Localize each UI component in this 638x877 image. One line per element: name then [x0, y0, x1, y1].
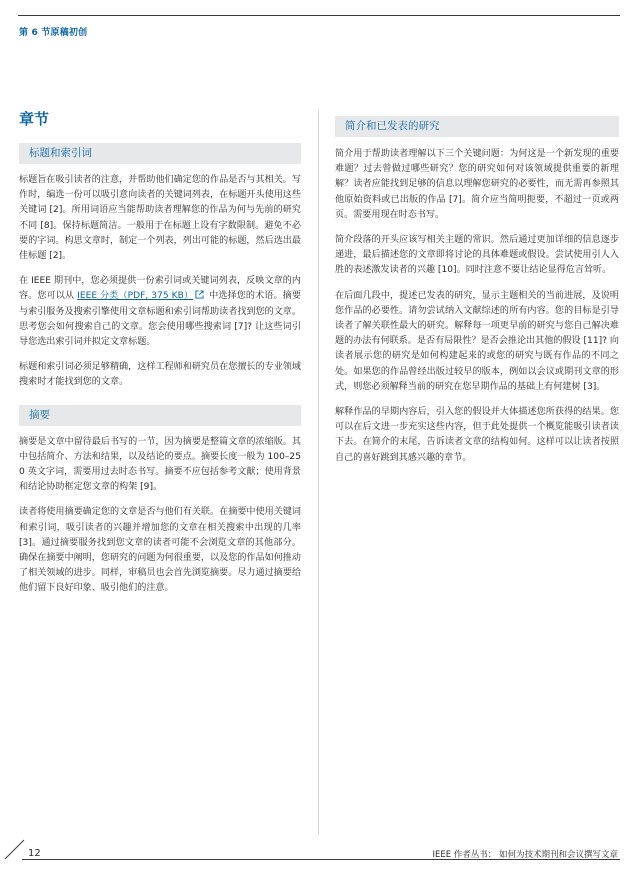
paragraph-with-link: [19, 274, 301, 350]
main-heading: 章节: [19, 110, 50, 128]
paragraph: 标题旨在吸引读者的注意，并帮助他们确定您的作品是否与其相关。写作时，编选一份可以吸引意向读者的关键词列表，在标题开头使用这些关键词 [2]。所用词语应当能帮助读者理解您的作品为何与先前的研究不同 [8]。保持标题简洁。一般用于在标题上设有字数限制。避免不必要的字词。构思文章时，制定一个列表，列出可能的标题，然后选出最佳标题 [2]。: [19, 175, 301, 262]
left-column: [19, 110, 301, 607]
paragraph-text: 中选择您的术语。摘要与索引服务及搜索引擎使用文章标题和索引词帮助读者找到您的文章。思考您会如何搜索自己的文章。您会使用哪些搜索词 [7]? 让这些词引导您选出索引词并拟定文章标题。: [19, 291, 301, 348]
section-label: 第 6 节原稿初创: [19, 28, 88, 38]
footer-title: IEEE 作者丛书： 如何为技术期刊和会议撰写文章: [432, 850, 618, 860]
paragraph-text: 在 IEEE 期刊中，您必须提供一份索引词或关键词列表，反映文章的内容。您可以从: [19, 276, 301, 302]
footer-slash-decoration: [4, 838, 26, 860]
subheading-title-keywords: 标题和索引词: [19, 143, 301, 164]
subheading-abstract: 摘要: [19, 405, 301, 426]
paragraph: 摘要是文章中留待最后书写的一节，因为摘要是整篇文章的浓缩版。其中包括简介、方法和结果，以及结论的要点。摘要长度一般为 100–250 英文字词，需要用过去时态书写。摘要不应包括参考文献；使用背景和结论协助框定您文章的构架 [9]。: [19, 436, 301, 493]
paragraph: 简介用于帮助读者理解以下三个关键问题：为何这是一个新发现的重要难题？过去曾做过哪些研究？您的研究如何对该领域提供重要的新理解？读者应能找到足够的信息以理解您研究的必要性，而无需再参照其他原始资料或已出版的作品 [7]。简介应当简明扼要，不超过一页或两页。需要用现在时态书写。: [335, 149, 619, 220]
right-column: [335, 110, 619, 476]
column-divider: [318, 110, 319, 835]
page-number: 12: [28, 848, 41, 859]
top-rule: [18, 15, 620, 16]
paragraph: 解释作品的早期内容后，引入您的假设并大体描述您所获得的结果。您可以在后文进一步充实这些内容，但于此处提供一个概览能吸引读者读下去。在简介的末尾，告诉读者文章的结构如何。这样可以让读者按照自己的喜好跳到其感兴趣的章节。: [335, 407, 619, 463]
paragraph: 读者将使用摘要确定您的文章是否与他们有关联。在摘要中使用关键词和索引词，吸引读者的兴趣并增加您的文章在相关搜索中出现的几率 [3]。通过摘要服务找到您文章的读者可能不会浏览文章的其他部分。确保在摘要中阐明，您研究的问题为何很重要，以及您的作品如何推动了相关领域的进步。同样，审稿员也会首先浏览摘要。尽力通过摘要给他们留下良好印象、吸引他们的注意。: [19, 507, 301, 594]
paragraph: 标题和索引词必须足够精确，这样工程师和研究员在您擅长的专业领域搜索时才能找到您的文章。: [19, 362, 301, 388]
external-link-icon[interactable]: [195, 290, 204, 299]
ieee-taxonomy-link[interactable]: IEEE 分类（PDF, 375 KB）: [77, 291, 194, 302]
paragraph: 简介段落的开头应该写相关主题的常识。然后通过更加详细的信息逐步递进，最后描述您的文章即将讨论的具体难题或假设。尝试使用引人入胜的表述激发读者的兴趣 [10]。同时注意不要让结论显得危言耸听。: [335, 235, 619, 276]
subheading-introduction: 简介和已发表的研究: [335, 116, 619, 137]
paragraph: 在后面几段中，提述已发表的研究，显示主题相关的当前进展，及说明您作品的必要性。请勿尝试纳入文献综述的所有内容。您的目标是引导读者了解关联性最大的研究。解释每一项更早前的研究与您自己解决难题的办法有何联系。是否有局限性？是否会推论出其他的假设 [11]? 向读者展示您的研究是如何构建起来的或您的研究与既有作品的不同之处。如果您的作品曾经出版过较早的版本，例如以会议或期刊文章的形式，则您必须解释当前的研究在您早期作品的基础上有何建树 [3]。: [335, 290, 619, 392]
